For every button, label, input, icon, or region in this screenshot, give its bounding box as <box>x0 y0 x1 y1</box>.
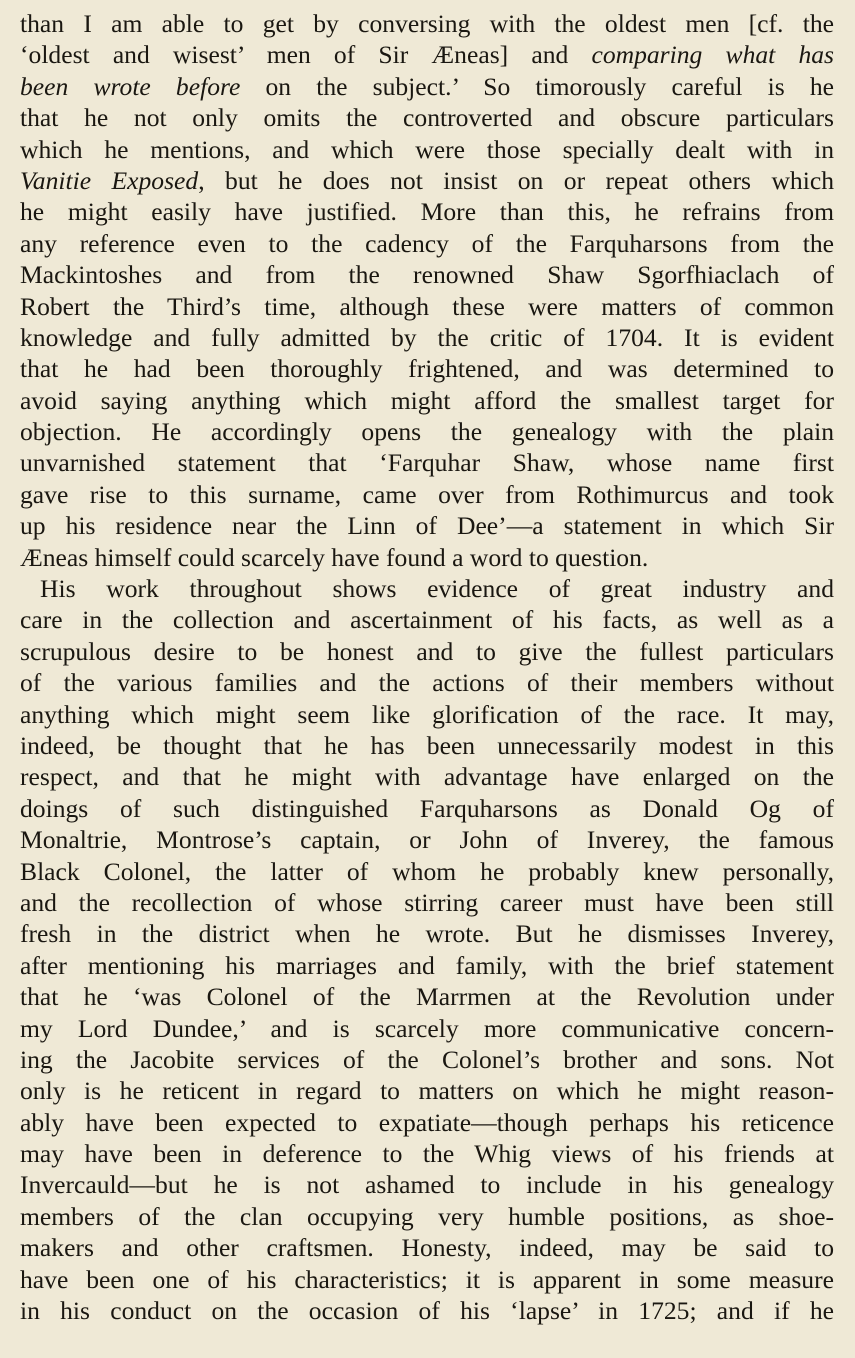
italic-title: Vanitie Exposed <box>20 165 199 195</box>
text-line: doings of such distinguished Farquharsons as Donald Og of <box>20 793 834 823</box>
text-run: ‘oldest and wisest’ men of Sir Æneas] and <box>20 40 592 70</box>
text-line <box>20 165 834 196</box>
text-line: Æneas himself could scarcely have found a word to question. <box>20 542 649 572</box>
text-run: on the subject.’ So timorously careful is he <box>240 71 834 101</box>
text-line: knowledge and fully admitted by the critic of 1704. It is evident <box>20 322 834 352</box>
italic-phrase: been wrote before <box>20 71 241 101</box>
paragraph-2 <box>20 573 834 1326</box>
text-line <box>20 39 834 70</box>
text-line: Monaltrie, Montrose’s captain, or John of Inverey, the famous <box>20 825 834 855</box>
text-line: Black Colonel, the latter of whom he probably knew personally, <box>20 856 834 886</box>
text-line: Invercauld—but he is not ashamed to include in his genealogy <box>20 1170 834 1200</box>
text-line: indeed, be thought that he has been unnecessarily modest in this <box>20 730 834 760</box>
body-text <box>20 8 834 1326</box>
text-line: in his conduct on the occasion of his ‘lapse’ in 1725; and if he <box>20 1296 834 1326</box>
text-line: His work throughout shows evidence of great industry and <box>40 574 834 604</box>
text-line: respect, and that he might with advantage have enlarged on the <box>20 762 834 792</box>
text-line: makers and other craftsmen. Honesty, indeed, may be said to <box>20 1233 834 1263</box>
text-line: gave rise to this surname, came over from Rothimurcus and took <box>20 479 834 509</box>
text-line: that he not only omits the controverted and obscure particulars <box>20 103 834 133</box>
text-line: have been one of his characteristics; it is apparent in some measure <box>20 1264 834 1294</box>
text-line: and the recollection of whose stirring career must have been still <box>20 887 834 917</box>
text-line: care in the collection and ascertainment of his facts, as well as a <box>20 605 834 635</box>
text-line: my Lord Dundee,’ and is scarcely more communicative concern- <box>20 1013 834 1043</box>
text-line: unvarnished statement that ‘Farquhar Shaw, whose name first <box>20 448 834 478</box>
text-line: may have been in deference to the Whig views of his friends at <box>20 1139 834 1169</box>
text-run: , but he does not insist on or repeat others which <box>198 165 834 195</box>
text-line: avoid saying anything which might afford the smallest target for <box>20 385 834 415</box>
text-line: members of the clan occupying very humble positions, as shoe- <box>20 1201 834 1231</box>
text-line: anything which might seem like glorification of the race. It may, <box>20 699 834 729</box>
text-line: Mackintoshes and from the renowned Shaw Sgorfhiaclach of <box>20 260 834 290</box>
text-line: Robert the Third’s time, although these were matters of common <box>20 291 834 321</box>
text-line: any reference even to the cadency of the Farquharsons from the <box>20 228 834 258</box>
paragraph-1 <box>20 8 834 573</box>
text-line <box>20 71 834 102</box>
italic-phrase: comparing what has <box>591 40 834 70</box>
text-line: scrupulous desire to be honest and to give the fullest particulars <box>20 636 834 666</box>
text-line: of the various families and the actions of their members without <box>20 668 834 698</box>
text-line: ably have been expected to expatiate—though perhaps his reticence <box>20 1107 834 1137</box>
text-line: which he mentions, and which were those specially dealt with in <box>20 134 834 164</box>
text-line: ing the Jacobite services of the Colonel’s brother and sons. Not <box>20 1044 834 1074</box>
text-line: that he had been thoroughly frightened, and was determined to <box>20 354 834 384</box>
text-line: objection. He accordingly opens the genealogy with the plain <box>20 417 834 447</box>
text-line: fresh in the district when he wrote. But he dismisses Inverey, <box>20 919 834 949</box>
text-line: that he ‘was Colonel of the Marrmen at the Revolution under <box>20 982 834 1012</box>
text-line: after mentioning his marriages and family, with the brief statement <box>20 950 834 980</box>
text-line: up his residence near the Linn of Dee’—a statement in which Sir <box>20 511 834 541</box>
text-line: only is he reticent in regard to matters on which he might reason- <box>20 1076 834 1106</box>
text-line: than I am able to get by conversing with the oldest men [cf. the <box>20 9 834 38</box>
text-line: he might easily have justified. More than this, he refrains from <box>20 197 834 227</box>
